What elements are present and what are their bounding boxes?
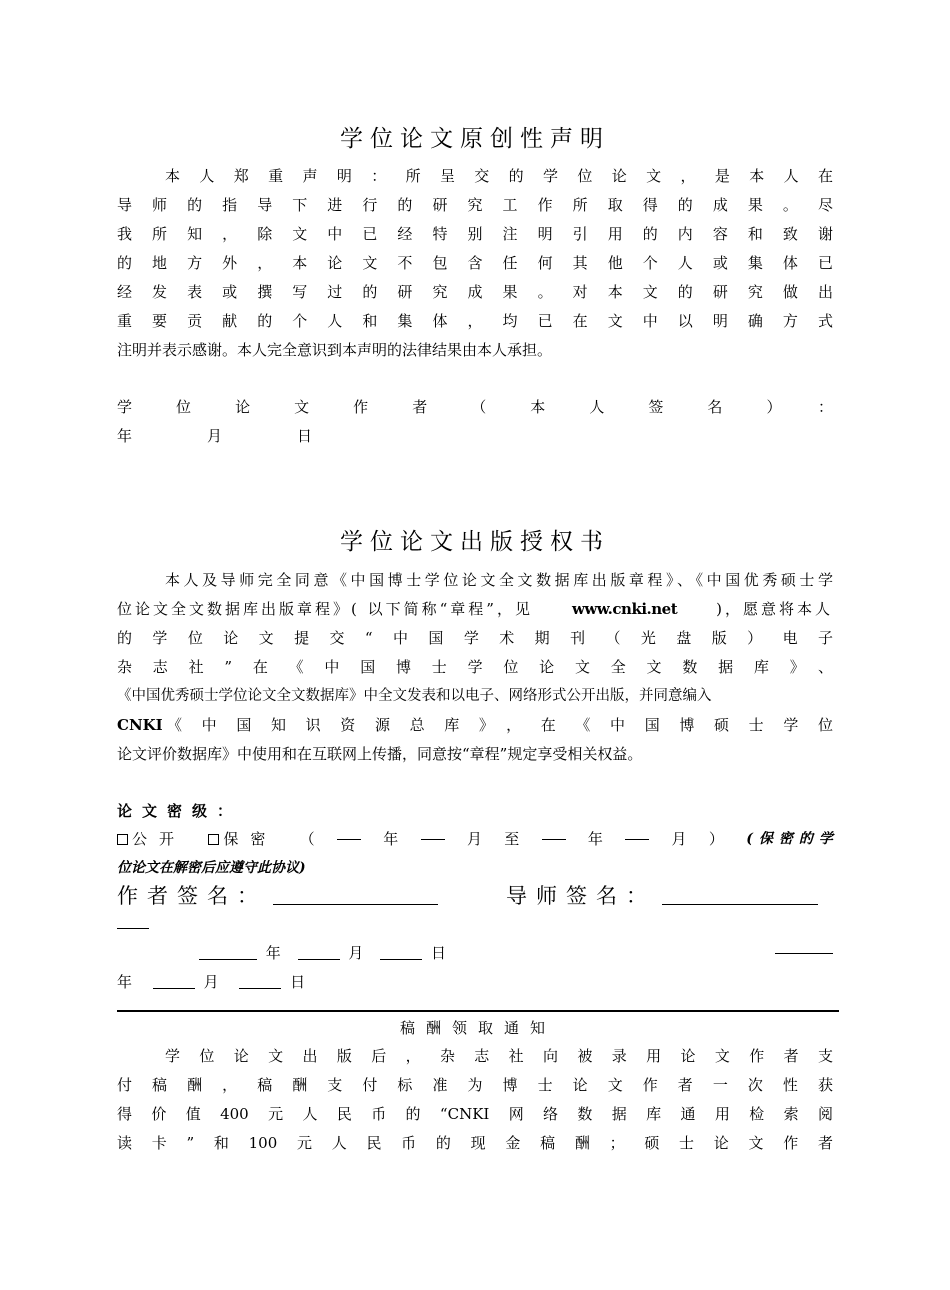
signature-row [117,880,839,914]
declaration-line: 导师的指导下进行的研究工作所取得的成果。尽 [117,196,833,214]
declaration-line: 我所知，除文中已经特别注明引用的内容和致谢 [117,225,833,243]
author-signature-field-continued[interactable] [117,928,149,929]
authorization-line [117,711,833,740]
authorization-line [117,595,833,624]
public-label: 公开 [132,830,187,848]
authorization-text: 《中国知识资源总库》，在《中国博硕士学位 [167,716,833,734]
secrecy-options [117,825,839,854]
day-label: 日 [290,973,306,991]
secrecy-label: 论文密级： [117,802,243,820]
year-label: 年 [587,830,603,848]
to-label: 至 [504,830,520,848]
advisor-signature-field[interactable] [662,904,818,905]
year-blank[interactable] [542,839,566,840]
year-blank[interactable] [199,959,257,960]
authorization-line: 本人及导师完全同意《中国博士学位论文全文数据库出版章程》、《中国优秀硕士学 [165,571,833,589]
day-blank[interactable] [380,959,422,960]
divider [117,1010,839,1012]
checkbox-icon[interactable] [208,834,219,845]
declaration-line: 经发表或撰写过的研究成果。对本文的研究做出 [117,283,833,301]
authorization-text: 位论文全文数据库出版章程》( 以下简称“章程”，见 [117,600,533,618]
declaration-title: 学位论文原创性声明 [340,126,610,152]
year-label: 年 [117,973,133,991]
declaration-line: 本人郑重声明：所呈交的学位论文，是本人在 [165,167,833,185]
secret-label: 保密 [223,830,278,848]
month-blank[interactable] [421,839,445,840]
secret-option[interactable] [208,825,277,854]
authorization-title: 学位论文出版授权书 [340,529,610,555]
author-signature-field-wrap [117,912,149,931]
author-signature-field[interactable] [273,904,438,905]
month-blank[interactable] [153,988,195,989]
declaration-line: 注明并表示感谢。本人完全意识到本声明的法律结果由本人承担。 [117,341,553,359]
cnki-url: www.cnki.net [571,600,678,618]
month-label: 月 [348,944,364,962]
authorization-line: 《中国优秀硕士学位论文全文数据库》中全文发表和以电子、网络形式公开出版，并同意编入 [117,688,712,704]
month-label: 月 [671,830,687,848]
secrecy-note-continued: 位论文在解密后应遵守此协议) [117,860,306,876]
author-date-row [117,939,839,968]
authorization-line: 论文评价数据库》中使用和在互联网上传播，同意按“章程”规定享受相关权益。 [117,745,643,763]
authorization-line: 杂志社”在《中国博士学位论文全文数据库》、 [117,658,833,676]
author-signature-label: 学位论文作者（本人签名）： [117,398,833,416]
close-paren: ） [708,830,724,848]
declaration-line: 重要贡献的个人和集体，均已在文中以明确方式 [117,312,833,330]
month-label: 月 [203,973,219,991]
remuneration-line: 学位论文出版后，杂志社向被录用论文作者支 [165,1047,833,1065]
declaration-date: 年 月 日 [117,427,312,445]
month-label: 月 [466,830,482,848]
remuneration-line: 得价值400元人民币的“CNKI网络数据库通用检索阅 [117,1105,833,1123]
authorization-line: 的学位论文提交“中国学术期刊（光盘版）电子 [117,629,833,647]
authorization-text: )，愿意将本人 [716,600,833,618]
month-blank[interactable] [625,839,649,840]
remuneration-title: 稿酬领取通知 [399,1019,556,1037]
declaration-line: 的地方外，本论文不包含任何其他个人或集体已 [117,254,833,272]
advisor-date-row [117,968,833,997]
day-label: 日 [430,944,446,962]
month-blank[interactable] [298,959,340,960]
checkbox-icon[interactable] [117,834,128,845]
author-signature-label: 作者签名： [117,884,267,908]
day-blank[interactable] [239,988,281,989]
remuneration-line: 读卡”和100元人民币的现金稿酬；硕士论文作者 [117,1134,833,1152]
secrecy-note: (保密的学 [746,831,839,847]
open-paren: （ [299,830,315,848]
year-blank[interactable] [337,839,361,840]
public-option[interactable] [117,825,186,854]
remuneration-line: 付稿酬，稿酬支付标准为博士论文作者一次性获 [117,1076,833,1094]
year-label: 年 [383,830,399,848]
advisor-signature-label: 导师签名： [506,884,656,908]
cnki-label: CNKI [117,716,163,734]
year-label: 年 [265,944,281,962]
year-blank[interactable] [775,953,833,954]
